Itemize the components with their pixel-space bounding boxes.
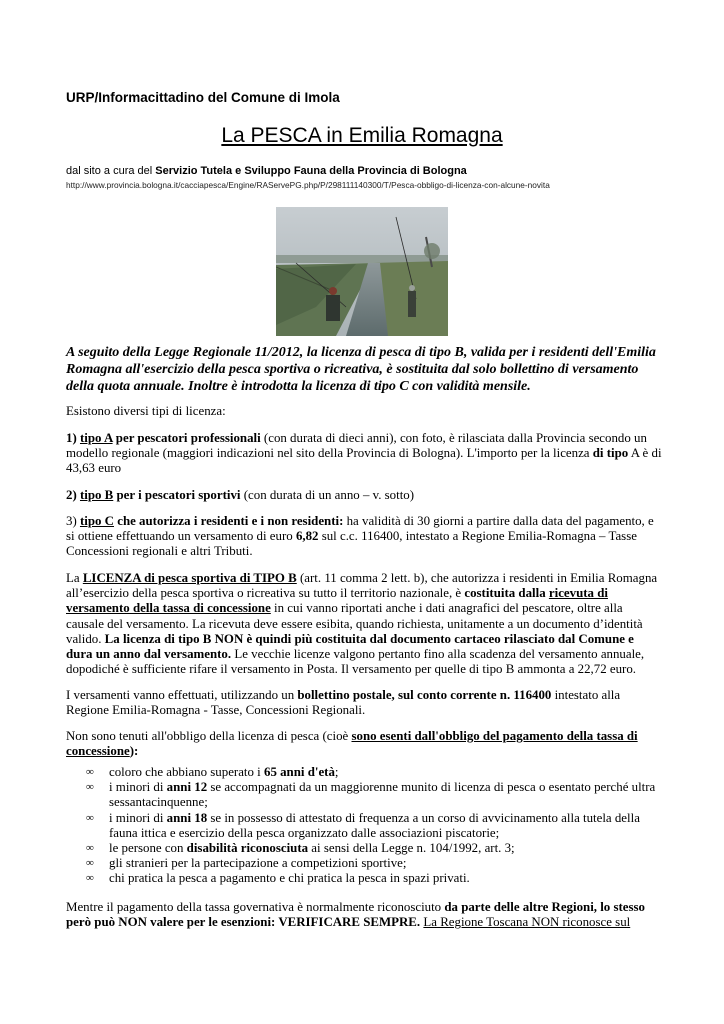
list-item: ∞ le persone con disabilità riconosciuta ai sensi della Legge n. 104/1992, art. 3; [86, 841, 515, 856]
source-url: http://www.provincia.bologna.it/cacciapesca/Engine/RAServePG.php/P/298111140300/T/Pesca-obbligo-di-licenza-con-alcune-novita [66, 180, 550, 190]
infinity-bullet-icon: ∞ [86, 811, 94, 824]
license-type-a [66, 431, 662, 477]
type-c-label: tipo C [79, 514, 114, 528]
type-a-bold: per pescatori professionali [112, 431, 261, 445]
infinity-bullet-icon: ∞ [86, 842, 94, 855]
page-title: La PESCA in Emilia Romagna [221, 124, 503, 147]
exemptions-list [86, 765, 662, 887]
license-types-intro: Esistono diversi tipi di licenza: [66, 404, 226, 418]
type-a-text: (con durata di dieci anni), con foto, è rilasciata dalla Provincia secondo un modello regionale (maggiori indicazioni nel sito della Provincia di Bologna). L'importo per la licenza [66, 431, 647, 461]
type-b-label: tipo B [79, 488, 114, 502]
type-c-number: 3) [66, 514, 80, 528]
list-item: ∞ gli stranieri per la partecipazione a competizioni sportive; [86, 856, 407, 871]
licenza-u2: ricevuta di versamento della tassa di concessione [66, 586, 608, 616]
license-b-paragraph [66, 571, 662, 677]
non-sono-u1: sono esenti dall'obbligo del pagamento della tassa di concessione [66, 729, 638, 759]
versamenti-t2: intestato alla Regione Emilia-Romagna - Tasse, Concessioni Regionali. [66, 688, 621, 718]
list-item: ∞ chi pratica la pesca a pagamento e chi pratica la pesca in spazi privati. [86, 871, 470, 886]
payments-paragraph [66, 688, 662, 718]
exemptions-intro [66, 729, 662, 759]
fishing-canal-photo [276, 207, 448, 336]
type-c-text: ha validità di 30 giorni a partire dalla data del pagamento, e si ottiene effettuando un versamento di euro [66, 514, 654, 544]
infinity-bullet-icon: ∞ [86, 872, 94, 885]
type-a-label: tipo A [79, 431, 113, 445]
type-b-number: 2) [66, 488, 80, 502]
type-a-bold2: di tipo [592, 446, 629, 461]
licenza-t2: (art. 11 comma 2 lett. b), che autorizza i residenti in Emilia Romagna all’esercizio della pesca sportiva o ricreativa su tutto il territorio nazionale, è [66, 571, 658, 601]
licenza-b1: costituita dalla [464, 586, 549, 601]
source-organization: Servizio Tutela e Sviluppo Fauna della Provincia di Bologna [155, 165, 467, 177]
list-item: ∞ coloro che abbiano superato i 65 anni d'età; [86, 765, 339, 779]
mentre-b1: da parte delle altre Regioni, lo stesso però può NON valere per le esenzioni: VERIFICARE SEMPRE. [66, 900, 645, 930]
licenza-b2: La licenza di tipo B NON è quindi più costituita dal documento cartaceo rilasciato dal Comune e dura un anno dal versamento. [66, 631, 634, 662]
licenza-u1: LICENZA di pesca sportiva di TIPO B [82, 571, 297, 585]
licenza-t4: Le vecchie licenze valgono pertanto fino alla scadenza del versamento annuale, dopodiché è sufficiente rifare il versamento in Posta. Il versamento per quelle di tipo B ammonta a 22,72 euro. [66, 647, 645, 677]
mentre-t1: Mentre il pagamento della tassa governativa è normalmente riconosciuto [66, 900, 445, 914]
non-sono-t1: Non sono tenuti all'obbligo della licenza di pesca (cioè [66, 729, 352, 743]
type-c-amount: 6,82 [295, 529, 319, 544]
license-type-b [66, 488, 662, 503]
type-c-text2: sul c.c. 116400, intestato a Regione Emilia-Romagna – Tasse Concessioni regionali e altri Tributi. [66, 529, 637, 559]
infinity-bullet-icon: ∞ [86, 857, 94, 870]
infinity-bullet-icon: ∞ [86, 766, 94, 778]
non-sono-b1: ): [129, 744, 139, 759]
source-line [66, 165, 467, 177]
type-a-number: 1) [66, 431, 80, 445]
list-item: ∞ i minori di anni 18 se in possesso di attestato di frequenza a un corso di avvicinamento alla tutela della fauna ittica e esercizio della pesca organizzato dalle associazioni piscatorie; [86, 810, 640, 840]
type-c-bold: che autorizza i residenti e i non residenti: [114, 514, 344, 528]
type-b-text: (con durata di un anno – v. sotto) [240, 488, 415, 502]
source-prefix: dal sito a cura del [66, 165, 156, 177]
list-item: ∞ i minori di anni 12 se accompagnati da un maggiorenne munito di licenza di pesca o esentato perché ultra sessantacinquenne; [86, 780, 656, 810]
versamenti-t1: I versamenti vanno effettuati, utilizzando un [66, 688, 298, 702]
infinity-bullet-icon: ∞ [86, 781, 94, 794]
mentre-u1: La Regione Toscana NON riconosce sul [423, 915, 631, 930]
type-a-text2: A è di 43,63 euro [66, 446, 662, 476]
license-type-c [66, 514, 662, 560]
intro-paragraph: A seguito della Legge Regionale 11/2012, la licenza di pesca di tipo B, valida per i residenti dell'Emilia Romagna all'esercizio della pesca sportiva o ricreativa, è sostituita dal solo bollettino di versamento della quota annuale. Inoltre è introdotta la licenza di tipo C con validità mensile. [66, 345, 656, 394]
organization-header: URP/Informacittadino del Comune di Imola [66, 90, 340, 105]
licenza-t1: La [66, 571, 83, 585]
type-b-bold: per i pescatori sportivi [113, 488, 241, 502]
other-regions-paragraph [66, 900, 662, 930]
licenza-t3: in cui vanno riportati anche i dati anagrafici del pescatore, oltre alla causale del versamento. La ricevuta deve essere esibita, quando richiesta, unitamente a un documento d’identità valido. [66, 601, 643, 646]
versamenti-b1: bollettino postale, sul conto corrente n. 116400 [297, 688, 552, 702]
